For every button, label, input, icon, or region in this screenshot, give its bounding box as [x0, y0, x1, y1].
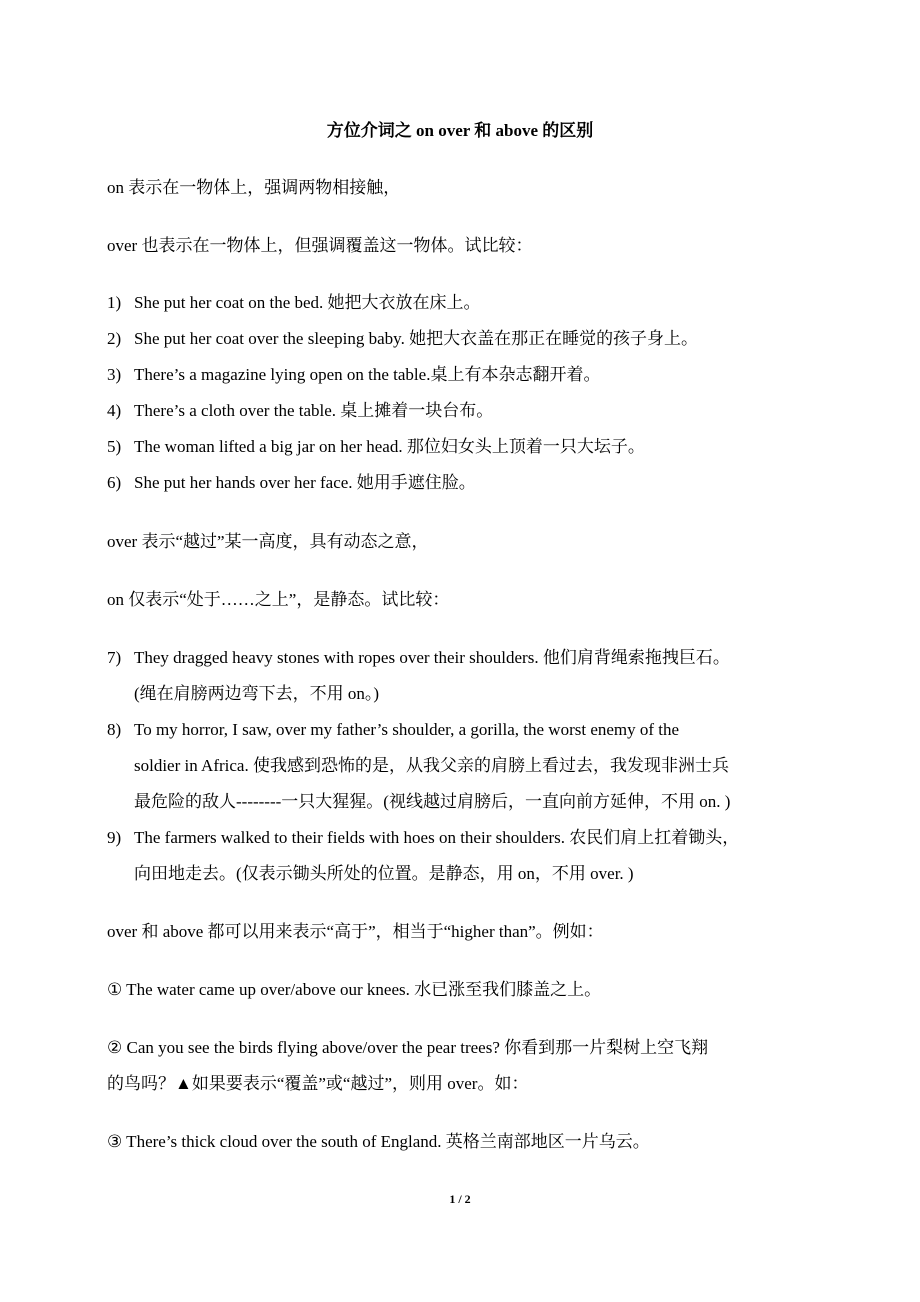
intro-on: on 表示在一物体上，强调两物相接触， — [107, 178, 401, 197]
list-number: 9) — [107, 828, 122, 847]
list-item: She put her coat over the sleeping baby. 她把大衣盖在那正在睡觉的孩子身上。 — [134, 329, 699, 348]
list-item: The woman lifted a big jar on her head. 那位妇女头上顶着一只大坛子。 — [134, 437, 645, 456]
intro-over-above: over 和 above 都可以用来表示“高于”，相当于“higher than”。例如： — [107, 922, 604, 941]
page-title: 方位介词之 on over 和 above 的区别 — [326, 121, 594, 140]
list-number: 7) — [107, 648, 122, 667]
list-number: 2) — [107, 329, 122, 348]
list-item: There’s a magazine lying open on the table.桌上有本杂志翻开着。 — [134, 365, 601, 384]
list-number: 8) — [107, 720, 122, 739]
list-item: There’s a cloth over the table. 桌上摊着一块台布。 — [134, 401, 494, 420]
list-item-continuation: soldier in Africa. 使我感到恐怖的是，从我父亲的肩膀上看过去，我发现非洲士兵 — [134, 756, 729, 775]
intro-on-static: on 仅表示“处于……之上”，是静态。试比较： — [107, 590, 450, 609]
intro-over: over 也表示在一物体上，但强调覆盖这一物体。试比较： — [107, 236, 533, 255]
list-number: 4) — [107, 401, 122, 420]
list-item: She put her hands over her face. 她用手遮住脸。 — [134, 473, 476, 492]
list-item: She put her coat on the bed. 她把大衣放在床上。 — [134, 293, 481, 312]
list-number: 6) — [107, 473, 122, 492]
example-1: ① The water came up over/above our knees. 水已涨至我们膝盖之上。 — [107, 980, 602, 999]
list-item-continuation: (绳在肩膀两边弯下去，不用 on。) — [134, 684, 380, 703]
list-item: They dragged heavy stones with ropes over their shoulders. 他们肩背绳索拖拽巨石。 — [134, 648, 730, 667]
example-2: ② Can you see the birds flying above/over the pear trees? 你看到那一片梨树上空飞翔 — [107, 1038, 709, 1057]
example-3: ③ There’s thick cloud over the south of England. 英格兰南部地区一片乌云。 — [107, 1132, 650, 1151]
page-number: 1 / 2 — [449, 1192, 471, 1206]
list-item-continuation: 向田地走去。(仅表示锄头所处的位置。是静态，用 on，不用 over. ) — [134, 864, 634, 883]
list-item-continuation: 最危险的敌人--------一只大猩猩。(视线越过肩膀后，一直向前方延伸，不用 on. ) — [134, 792, 731, 811]
list-item: To my horror, I saw, over my father’s shoulder, a gorilla, the worst enemy of the — [134, 720, 680, 739]
list-number: 1) — [107, 293, 122, 312]
list-number: 5) — [107, 437, 122, 456]
example-2-continuation: 的鸟吗？▲如果要表示“覆盖”或“越过”，则用 over。如： — [107, 1074, 529, 1093]
list-item: The farmers walked to their fields with hoes on their shoulders. 农民们肩上扛着锄头， — [134, 828, 740, 847]
list-number: 3) — [107, 365, 122, 384]
intro-over-dynamic: over 表示“越过”某一高度，具有动态之意， — [107, 532, 429, 551]
